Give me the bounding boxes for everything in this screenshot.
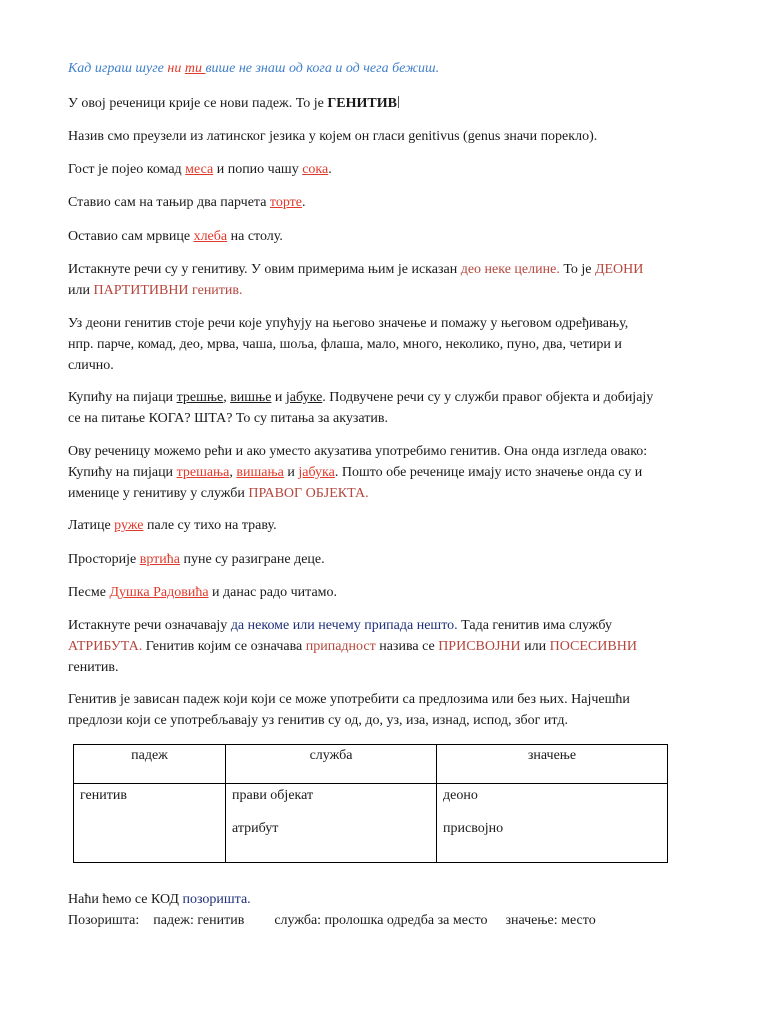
p13-highlight-5: ПОСЕСИВНИ bbox=[549, 639, 637, 654]
p9-word-1: трешања bbox=[176, 465, 230, 480]
paragraph-prepositions bbox=[68, 689, 708, 731]
table-header-function: служба bbox=[226, 745, 437, 784]
p6-line1-mid: То је bbox=[559, 262, 595, 277]
p5-before: Оставио сам мрвице bbox=[68, 229, 194, 244]
p6-line1-before: Истакнуте речи су у генитиву. У овим примерима њим је исказан bbox=[68, 262, 461, 277]
p13-line1-after: Тада генитив има службу bbox=[457, 618, 612, 633]
p6-highlight-3: ПАРТИТИВНИ генитив. bbox=[93, 283, 243, 298]
analysis-meaning: значење: место bbox=[505, 913, 596, 928]
p8-line-2: се на питање КОГА? ШТА? То су питања за акузатив. bbox=[68, 411, 388, 426]
paragraph-example-4 bbox=[68, 515, 708, 536]
p13-line2-mid2: назива се bbox=[375, 639, 439, 654]
p7-line-3: слично. bbox=[68, 358, 114, 373]
p15-highlight: позоришта. bbox=[182, 892, 251, 907]
p9-line-1: Ову реченицу можемо рећи и ако уместо акузатива употребимо генитив. Она онда изгледа овако: bbox=[68, 444, 648, 459]
paragraph-accusative-example bbox=[68, 387, 708, 429]
p5-word-1: хлеба bbox=[193, 229, 228, 244]
title-part-1: Кад играш шуге bbox=[68, 61, 168, 76]
p13-line-3: генитив. bbox=[68, 660, 119, 675]
p14-line-2: предлози који се употребљавају уз генитив су од, до, уз, иза, изнад, испод, због итд. bbox=[68, 713, 568, 728]
p9-line2-after: . Пошто обе реченице имају исто значење онда су и bbox=[334, 465, 643, 480]
p9-highlight: ПРАВОГ ОБЈЕКТА. bbox=[248, 486, 369, 501]
p10-before: Латице bbox=[68, 518, 115, 533]
document-title bbox=[68, 58, 708, 79]
case-value: генитив bbox=[80, 788, 127, 803]
p2-text: Назив смо преузели из латинског језика у којем он гласи genitivus (genus значи порекло). bbox=[68, 129, 598, 144]
paragraph-partitive-words bbox=[68, 313, 708, 376]
p12-before: Песме bbox=[68, 585, 110, 600]
p8-word-3: јабуке bbox=[285, 390, 323, 405]
paragraph-example-6 bbox=[68, 582, 708, 603]
p13-highlight-4: ПРИСВОЈНИ bbox=[438, 639, 521, 654]
paragraph-example-5 bbox=[68, 549, 708, 570]
p13-highlight-1: да некоме или нечему припада нешто. bbox=[230, 618, 458, 633]
meaning-value-1: деоно bbox=[443, 788, 478, 803]
paragraph-possessive bbox=[68, 615, 708, 678]
p8-word-2: вишње bbox=[230, 390, 272, 405]
p11-after: пуне су разигране деце. bbox=[179, 552, 325, 567]
p8-word-1: трешње bbox=[176, 390, 224, 405]
table-cell-meaning bbox=[437, 784, 668, 863]
paragraph-partitive bbox=[68, 259, 708, 301]
p11-word-1: вртића bbox=[139, 552, 180, 567]
p1-text: У овој реченици крије се нови падеж. То је bbox=[68, 96, 328, 111]
table-header-case: падеж bbox=[74, 745, 226, 784]
analysis-case: падеж: генитив bbox=[153, 913, 245, 928]
table-row bbox=[74, 784, 668, 863]
p7-line-1: Уз деони генитив стоје речи које упућују на његово значење и помажу у његовом одређивању, bbox=[68, 316, 629, 331]
p9-sep-1: , bbox=[229, 465, 237, 480]
text-cursor bbox=[398, 96, 399, 108]
p10-after: пале су тихо на траву. bbox=[143, 518, 277, 533]
p8-after: . Подвучене речи су у служби правог објекта и добијају bbox=[322, 390, 654, 405]
paragraph-meeting-example bbox=[68, 889, 708, 910]
p15-before: Наћи ћемо се КОД bbox=[68, 892, 183, 907]
p8-sep-1: , bbox=[223, 390, 231, 405]
paragraph-example-3 bbox=[68, 226, 708, 247]
p3-after: . bbox=[328, 162, 332, 177]
meaning-value-2: присвојно bbox=[443, 821, 504, 836]
p8-before: Купићу на пијаци bbox=[68, 390, 177, 405]
title-part-2: ни bbox=[167, 61, 185, 76]
p6-highlight-2: ДЕОНИ bbox=[594, 262, 644, 277]
p9-line3-before: именице у генитиву у служби bbox=[68, 486, 249, 501]
analysis-function: служба: пролошка одредба за место bbox=[274, 913, 488, 928]
paragraph-example-2 bbox=[68, 192, 708, 213]
p9-word-3: јабука bbox=[298, 465, 335, 480]
paragraph-example-1 bbox=[68, 159, 708, 180]
p3-mid: и попио чашу bbox=[213, 162, 303, 177]
function-value-2: атрибут bbox=[232, 821, 279, 836]
paragraph-analysis bbox=[68, 910, 708, 931]
p6-line2-before: или bbox=[68, 283, 94, 298]
p14-line-1: Генитив је зависан падеж који који се може употребити са предлозима или без њих. Најчешћи bbox=[68, 692, 630, 707]
paragraph-genitive-intro bbox=[68, 93, 708, 114]
p7-line-2: нпр. парче, комад, део, мрва, чаша, шоља, флаша, мало, много, неколико, пуно, два, четири и bbox=[68, 337, 622, 352]
p10-word-1: руже bbox=[114, 518, 144, 533]
title-part-3: ти bbox=[184, 61, 206, 76]
title-part-4: више не знаш од кога и од чега бежиш. bbox=[205, 61, 440, 76]
p3-before: Гост је појео комад bbox=[68, 162, 186, 177]
table-header-row bbox=[74, 745, 668, 784]
p6-highlight-1: део неке целине. bbox=[460, 262, 560, 277]
p9-line2-before: Купићу на пијаци bbox=[68, 465, 177, 480]
p8-sep-2: и bbox=[271, 390, 286, 405]
paragraph-genitive-object bbox=[68, 441, 708, 504]
paragraph-latin-name bbox=[68, 126, 708, 147]
p13-line2-mid: Генитив којим се означава bbox=[142, 639, 306, 654]
table-cell-case bbox=[74, 784, 226, 863]
p13-highlight-2: АТРИБУТА. bbox=[68, 639, 143, 654]
p13-line1-before: Истакнуте речи означавају bbox=[68, 618, 231, 633]
p12-after: и данас радо читамо. bbox=[208, 585, 338, 600]
p1-bold-term: ГЕНИТИВ bbox=[327, 96, 397, 111]
p9-word-2: вишања bbox=[236, 465, 284, 480]
p11-before: Просторије bbox=[68, 552, 140, 567]
p13-line2-mid3: или bbox=[520, 639, 550, 654]
analysis-word: Позоришта: bbox=[68, 913, 140, 928]
p3-word-2: сока bbox=[302, 162, 329, 177]
summary-table bbox=[73, 744, 668, 863]
p4-word-1: торте bbox=[269, 195, 303, 210]
p9-sep-2: и bbox=[283, 465, 299, 480]
p3-word-1: меса bbox=[185, 162, 214, 177]
function-value-1: прави објекат bbox=[232, 788, 314, 803]
p5-after: на столу. bbox=[227, 229, 283, 244]
p12-word-1: Душка Радовића bbox=[109, 585, 209, 600]
p13-highlight-3: припадност bbox=[305, 639, 376, 654]
p4-after: . bbox=[302, 195, 306, 210]
table-header-meaning: значење bbox=[437, 745, 668, 784]
table-cell-function bbox=[226, 784, 437, 863]
p4-before: Ставио сам на тањир два парчета bbox=[68, 195, 270, 210]
